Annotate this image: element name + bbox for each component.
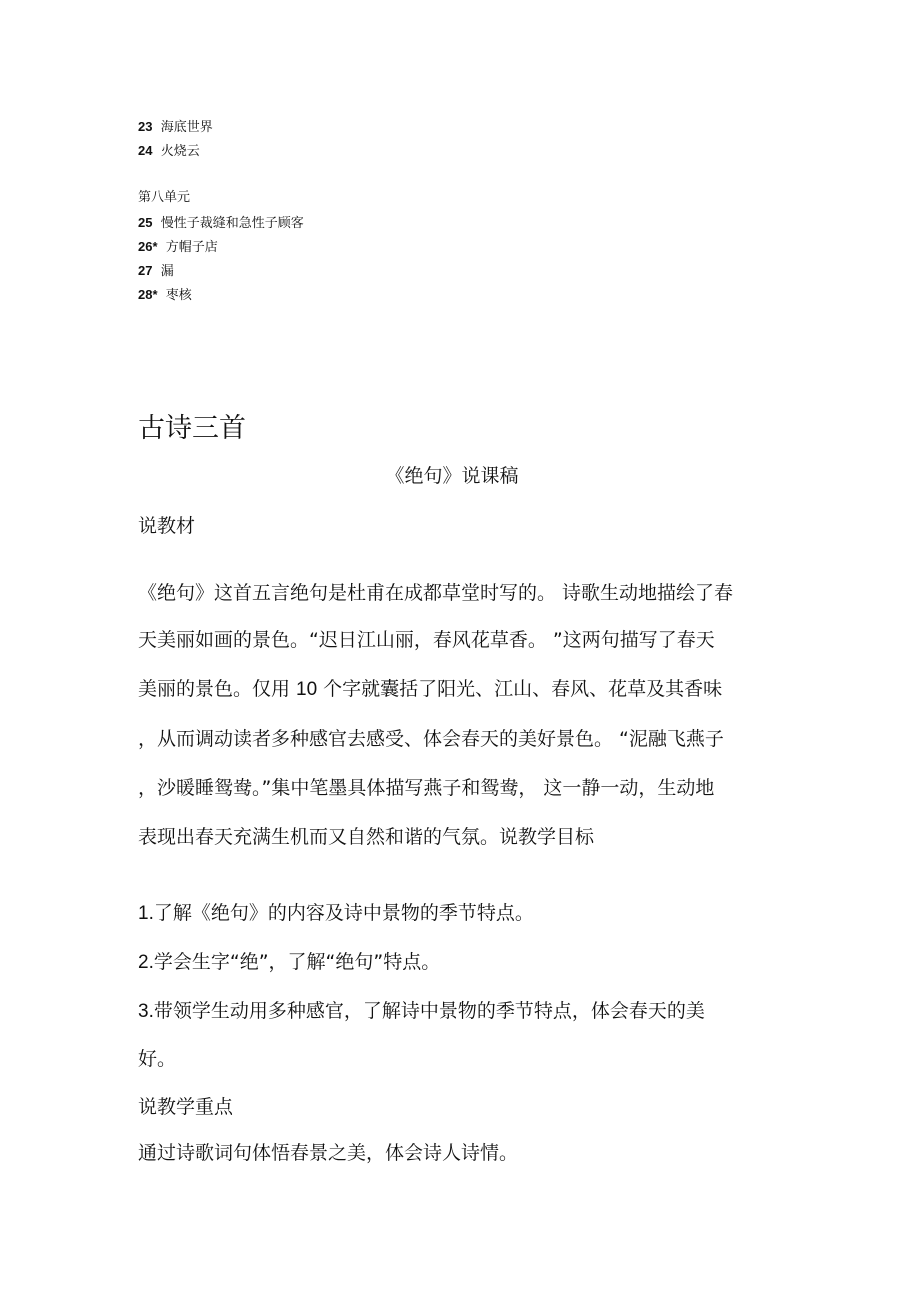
goal-2 xyxy=(138,949,440,976)
toc-item-title: 漏 xyxy=(160,264,174,279)
heading-key-points: 说教学重点 xyxy=(138,1096,234,1118)
toc-item-number: 27 xyxy=(138,263,153,278)
material-line-6: 表现出春天充满生机而又自然和谐的气氛。说教学目标 xyxy=(138,826,595,848)
goal-number: 3. xyxy=(138,1001,154,1022)
toc-item-number: 23 xyxy=(138,119,153,134)
unit-8-label: 第八单元 xyxy=(138,190,191,205)
goal-number: 2. xyxy=(138,952,154,973)
toc-item-number: 28* xyxy=(138,287,158,302)
material-line-2: 天美丽如画的景色。“迟日江山丽，春风花草香。 ”这两句描写了春天 xyxy=(138,629,715,651)
material-line-3 xyxy=(138,676,722,703)
goal-text: 了解《绝句》的内容及诗中景物的季节特点。 xyxy=(153,902,534,924)
goal-3 xyxy=(138,998,705,1025)
toc-item-number: 25 xyxy=(138,215,153,230)
toc-item-title: 枣核 xyxy=(165,288,192,303)
toc-item-28 xyxy=(138,287,192,304)
lecture-title: 《绝句》说课稿 xyxy=(385,465,519,487)
toc-item-title: 方帽子店 xyxy=(165,240,218,255)
material-line-5: ，沙暖睡鸳鸯。”集中笔墨具体描写燕子和鸳鸯， 这一静一动，生动地 xyxy=(138,777,715,799)
material-line-3-b: 个字就囊括了阳光、江山、春风、花草及其香味 xyxy=(323,678,723,700)
goal-3-continuation: 好。 xyxy=(138,1048,177,1070)
key-points-text: 通过诗歌词句体悟春景之美，体会诗人诗情。 xyxy=(138,1142,519,1164)
toc-item-25 xyxy=(138,215,304,232)
toc-item-23 xyxy=(138,119,213,136)
material-line-1: 《绝句》这首五言绝句是杜甫在成都草堂时写的。 诗歌生动地描绘了春 xyxy=(138,582,734,604)
goal-number: 1. xyxy=(138,903,154,924)
toc-item-title: 慢性子裁缝和急性子顾客 xyxy=(160,216,304,231)
heading-material: 说教材 xyxy=(138,515,196,537)
goal-text: 学会生字“绝”，了解“绝句”特点。 xyxy=(153,951,441,973)
toc-item-27 xyxy=(138,263,174,280)
toc-item-26 xyxy=(138,239,218,256)
goal-text: 带领学生动用多种感官，了解诗中景物的季节特点，体会春天的美 xyxy=(153,1000,705,1022)
section-title: 古诗三首 xyxy=(138,413,246,444)
toc-item-24 xyxy=(138,143,200,160)
material-line-3-a: 美丽的景色。仅用 xyxy=(138,678,291,700)
goal-1 xyxy=(138,900,534,927)
material-line-4: ，从而调动读者多种感官去感受、体会春天的美好景色。 “泥融飞燕子 xyxy=(138,728,724,750)
toc-item-number: 26* xyxy=(138,239,158,254)
toc-item-title: 火烧云 xyxy=(160,144,200,159)
material-line-3-number: 10 xyxy=(296,679,318,700)
toc-item-number: 24 xyxy=(138,143,153,158)
toc-item-title: 海底世界 xyxy=(160,120,213,135)
